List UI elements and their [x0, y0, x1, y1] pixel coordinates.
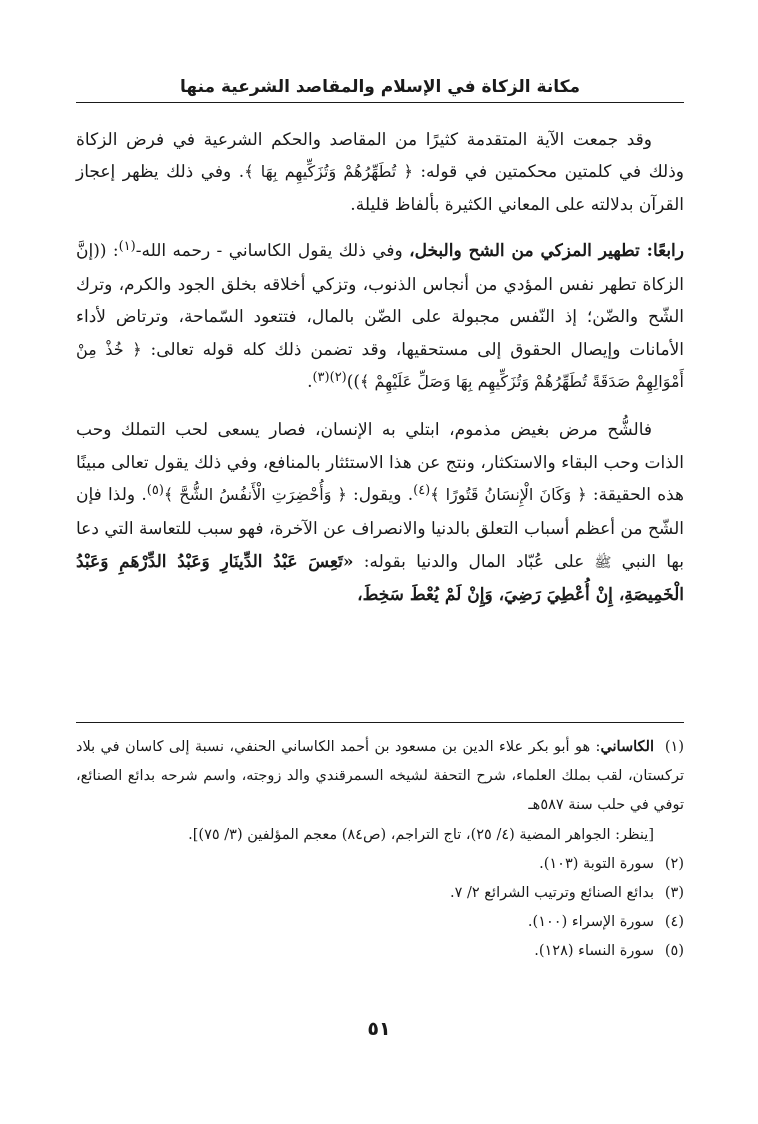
footnote-marker[interactable]: (١): [118, 238, 136, 254]
main-text: [76, 124, 684, 611]
quran-verse: ﴿ وَكَانَ الْإِنسَانُ قَتُورًا ﴾: [430, 484, 587, 504]
footnote-1: (١)الكاساني: هو أبو بكر علاء الدين بن مسعود بن أحمد الكاساني الحنفي، نسبة إلى كاسان في بلاد تركستان، لقب بملك العلماء، شرح التحفة لشيخه السمرقندي والد زوجته، واسم شرحه بدائع الصنائع، توفي في حلب سنة ٥٨٧هـ: [76, 738, 684, 814]
footnote-marker[interactable]: (٥): [146, 482, 164, 498]
page-number: ٥١: [367, 1018, 391, 1040]
footnote-2: (٢)سورة التوبة (١٠٣).: [539, 855, 684, 872]
quran-verse: ﴿ تُطَهِّرُهُمْ وَتُزَكِّيهِم بِهَا ﴾: [244, 162, 413, 182]
running-header: مكانة الزكاة في الإسلام والمقاصد الشرعية منها: [179, 77, 581, 97]
footnote-marker[interactable]: (٤): [413, 482, 431, 498]
paragraph-3: فالشُّح مرض بغيض مذموم، ابتلي به الإنسان، فصار يسعى لحب التملك وحب الذات وحب البقاء والاستكثار، ونتج عن هذا الاستئثار بالمنافع، وفي ذلك يقول تعالى مبينًا هذه الحقيقة: ﴿ وَكَانَ الْإِنسَانُ قَتُورًا ﴾$^{(٤)}$. ويقول: ﴿ وَأُحْضِرَتِ الْأَنفُسُ الشُّحَّ ﴾$^{(٥)}$. ولذا فإن الشّح من أعظم أسباب التعلق بالدنيا والانصراف عن الآخرة، فهو سبب للتعاسة التي دعا بها النبي ﷺ على عُبّاد المال والدنيا بقوله: «تَعِسَ عَبْدُ الدِّينَارِ وَعَبْدُ الدِّرْهَمِ وَعَبْدُ الْخَمِيصَةِ، إِنْ أُعْطِيَ رَضِيَ، وَإِنْ لَمْ يُعْطَ سَخِطَ،: [76, 420, 685, 605]
section-heading: رابعًا: تطهير المزكي من الشح والبخل،: [409, 240, 684, 261]
paragraph-1: وقد جمعت الآية المتقدمة كثيرًا من المقاصد والحكم الشرعية في فرض الزكاة وذلك في كلمتين محكمتين في قوله: ﴿ تُطَهِّرُهُمْ وَتُزَكِّيهِم بِهَا ﴾. وفي ذلك يظهر إعجاز القرآن بدلالته على المعاني الكثيرة بألفاظ قليلة.: [76, 130, 684, 215]
footnote-divider: [76, 722, 684, 723]
quran-verse: ﴿ خُذْ مِنْ أَمْوَالِهِمْ صَدَقَةً تُطَهِّرُهُمْ وَتُزَكِّيهِم بِهَا وَصَلِّ عَلَيْهِمْ ﴾: [76, 339, 684, 392]
salawat-symbol: ﷺ: [594, 554, 612, 571]
footnote-1-reference: [ينظر: الجواهر المضية (٤/ ٢٥)، تاج التراجم، (ص٨٤) معجم المؤلفين (٣/ ٧٥)].: [188, 826, 654, 843]
hadith-quote: «تَعِسَ عَبْدُ الدِّينَارِ وَعَبْدُ الدِّرْهَمِ وَعَبْدُ الْخَمِيصَةِ، إِنْ أُعْطِيَ رَضِيَ، وَإِنْ لَمْ يُعْطَ سَخِطَ،: [76, 551, 684, 605]
footnotes: [76, 732, 684, 967]
footnote-5: (٥)سورة النساء (١٢٨).: [534, 943, 684, 960]
footnote-marker[interactable]: (٢)(٣): [312, 370, 347, 386]
footnote-3: (٣)بدائع الصنائع وترتيب الشرائع ٢/ ٧.: [450, 885, 684, 902]
paragraph-2: رابعًا: تطهير المزكي من الشح والبخل، وفي ذلك يقول الكاساني - رحمه الله-$^{(١)}$: ((إنَّ الزكاة تطهر نفس المؤدي من أنجاس الذنوب، وتزكي أخلاقه بخلق الجود والكرم، وترك الشّح والضّن؛ إذ النّفس مجبولة على الضّن بالمال، فتتعود السّماحة، وترتاض لأداء الأمانات وإيصال الحقوق إلى مستحقيها، وقد تضمن ذلك كله قوله تعالى: ﴿ خُذْ مِنْ أَمْوَالِهِمْ صَدَقَةً تُطَهِّرُهُمْ وَتُزَكِّيهِم بِهَا وَصَلِّ عَلَيْهِمْ ﴾))$^{(٢)(٣)}$.: [76, 238, 684, 393]
header-divider: [76, 102, 684, 103]
quran-verse: ﴿ وَأُحْضِرَتِ الْأَنفُسُ الشُّحَّ ﴾: [163, 484, 347, 504]
footnote-4: (٤)سورة الإسراء (١٠٠).: [527, 914, 684, 931]
